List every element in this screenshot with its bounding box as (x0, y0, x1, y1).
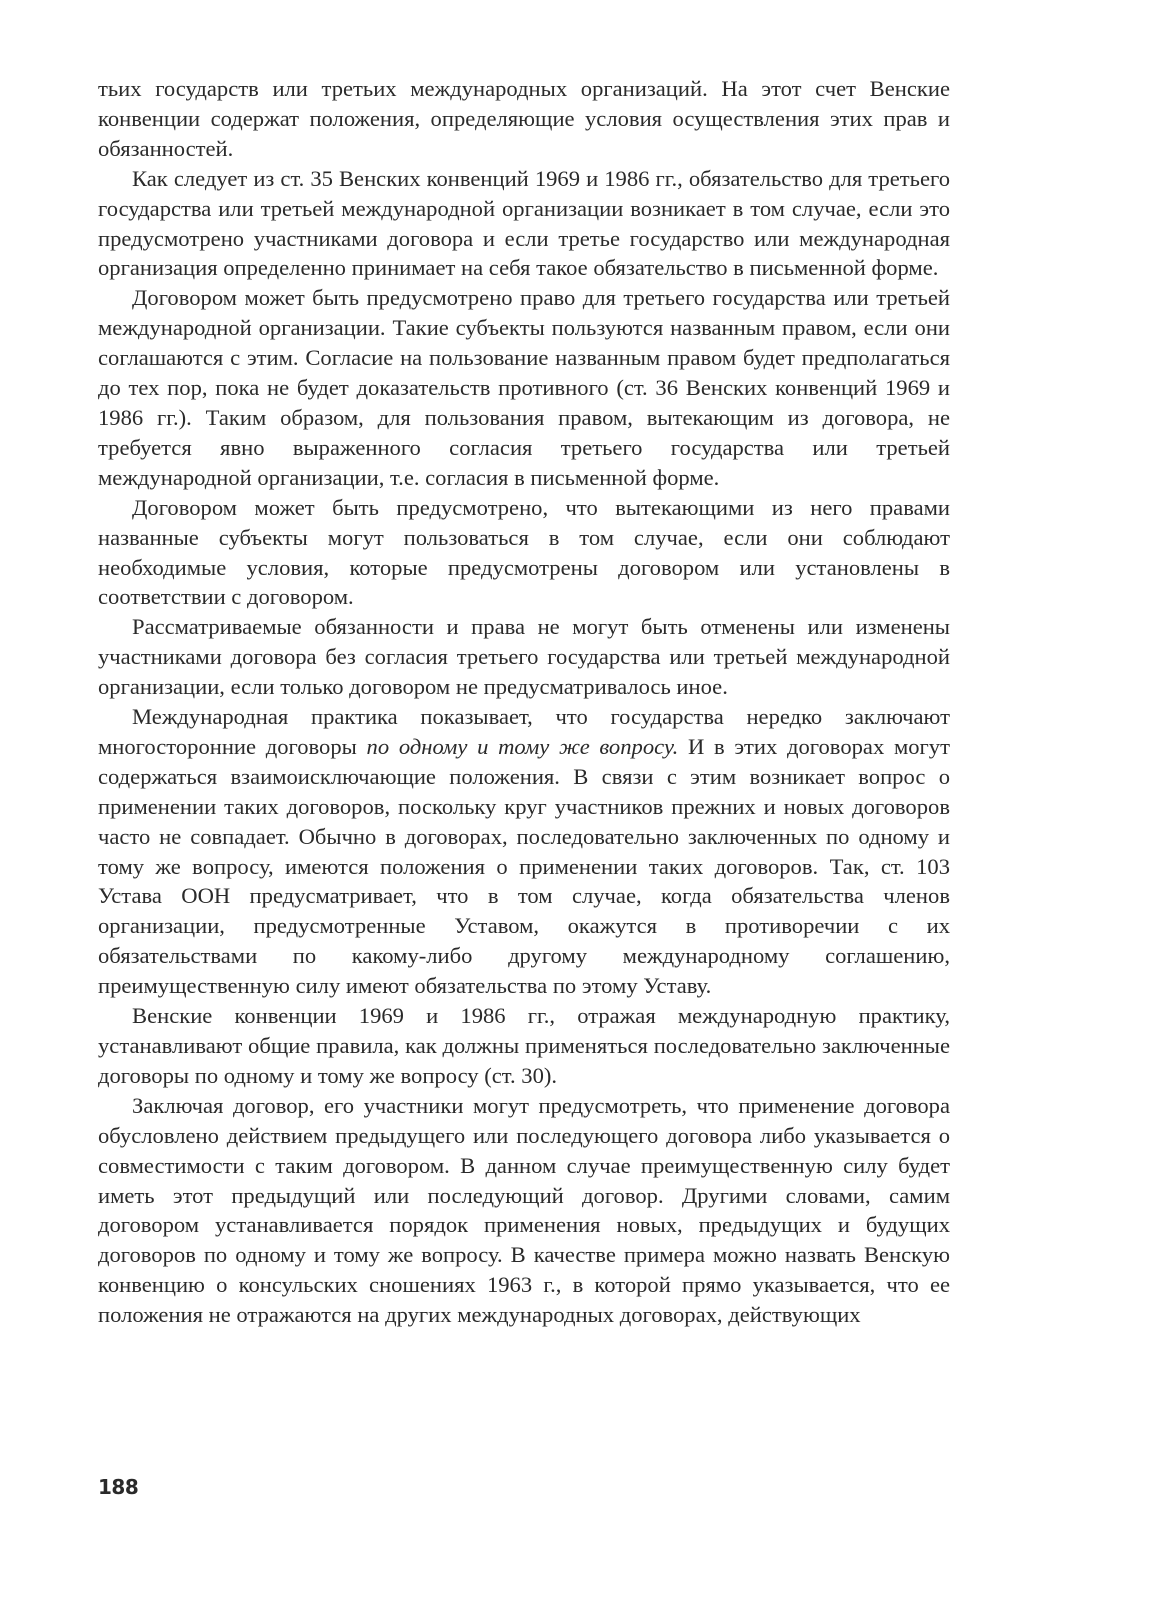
paragraph: Договором может быть предусмотрено право для третьего государства или третьей международной организации. Такие субъекты пользуются названным правом, если они соглашаются с этим. Согласие на пользование названным правом будет предполагаться до тех пор, пока не будет доказательств противного (ст. 36 Венских конвенций 1969 и 1986 гг.). Таким образом, для пользования правом, вытекающим из договора, не требуется явно выраженного согласия третьего государства или третьей международной организации, т.е. согласия в письменной форме. (98, 285, 950, 490)
paragraph: Договором может быть предусмотрено, что вытекающими из него правами названные субъекты могут пользоваться в том случае, если они соблюдают необходимые условия, которые предусмотрены договором или установлены в соответствии с договором. (98, 494, 950, 610)
paragraph (98, 702, 950, 1001)
paragraph-continued: тьих государств или третьих международных организаций. На этот счет Венские конвенции содержат положения, определяющие условия осуществления этих прав и обязанностей. (98, 76, 950, 161)
paragraph: Как следует из ст. 35 Венских конвенций 1969 и 1986 гг., обязательство для третьего государства или третьей международной организации возникает в том случае, если это предусмотрено участниками договора и если третье государство или международная организация определенно принимает на себя такое обязательство в письменной форме. (98, 165, 950, 281)
emphasized-phrase: по одному и тому же вопросу. (366, 733, 679, 759)
paragraph: Венские конвенции 1969 и 1986 гг., отражая международную практику, устанавливают общие правила, как должны применяться последовательно заключенные договоры по одному и тому же вопросу (ст. 30). (98, 1003, 950, 1088)
body-text (98, 74, 950, 1330)
paragraph: Заключая договор, его участники могут предусмотреть, что применение договора обусловлено действием предыдущего или последующего договора либо указывается о совместимости с таким договором. В данном случае преимущественную силу будет иметь этот предыдущий или последующий договор. Другими словами, самим договором устанавливается порядок применения новых, предыдущих и будущих договоров по одному и тому же вопросу. В качестве примера можно назвать Венскую конвенцию о консульских сношениях 1963 г., в которой прямо указывается, что ее положения не отражаются на других международных договорах, действующих (98, 1092, 950, 1328)
paragraph-text: И в этих договорах могут содержаться взаимоисключающие положения. В связи с этим возникает вопрос о применении таких договоров, поскольку круг участников прежних и новых договоров часто не совпадает. Обычно в договорах, последовательно заключенных по одному и тому же вопросу, имеются положения о применении таких договоров. Так, ст. 103 Устава ООН предусматривает, что в том случае, когда обязательства членов организации, предусмотренные Уставом, окажутся в противоречии с их обязательствами по какому-либо другому международному соглашению, преимущественную силу имеют обязательства по этому Уставу. (98, 733, 950, 999)
paragraph-text: Международная практика показывает, что государства нередко заключают многосторонние договоры (98, 704, 950, 759)
paragraph: Рассматриваемые обязанности и права не могут быть отменены или изменены участниками договора без согласия третьего государства или третьей международной организации, если только договором не предусматривалось иное. (98, 614, 950, 700)
page-number: 188 (98, 1475, 139, 1499)
